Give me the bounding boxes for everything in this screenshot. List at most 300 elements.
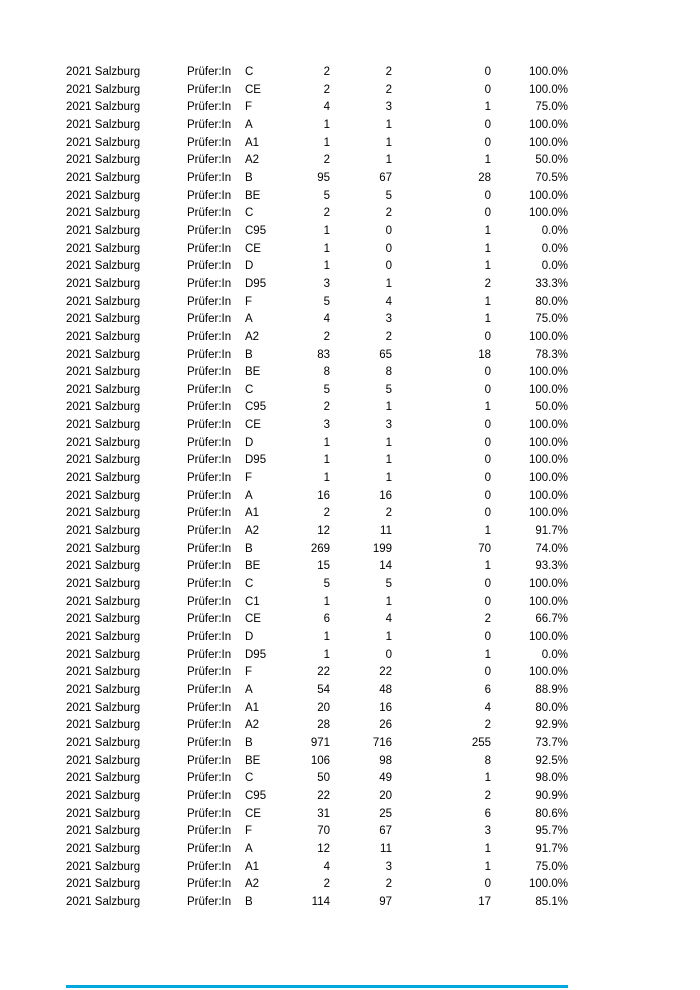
cell-pass-rate: 74.0% (535, 542, 568, 555)
table-row (66, 135, 568, 153)
cell-examiner-label: Prüfer:In (187, 525, 232, 538)
cell-total: 2 (323, 507, 330, 520)
cell-category: A (245, 683, 253, 696)
cell-category: B (245, 171, 253, 184)
cell-category: A (245, 489, 253, 502)
table-row (66, 717, 568, 735)
cell-year-location: 2021 Salzburg (66, 807, 141, 820)
cell-passed: 20 (379, 789, 392, 802)
cell-total: 3 (323, 277, 330, 290)
cell-pass-rate: 66.7% (535, 613, 568, 626)
table-row (66, 753, 568, 771)
cell-examiner-label: Prüfer:In (187, 313, 232, 326)
cell-total: 95 (317, 171, 330, 184)
cell-examiner-label: Prüfer:In (187, 419, 232, 432)
cell-year-location: 2021 Salzburg (66, 631, 141, 643)
cell-category: BE (245, 560, 261, 573)
cell-year-location: 2021 Salzburg (66, 313, 141, 326)
cell-pass-rate: 0.0% (541, 224, 568, 237)
cell-category: A2 (245, 330, 260, 343)
cell-category: B (245, 542, 253, 555)
cell-passed: 2 (385, 878, 392, 891)
cell-pass-rate: 91.7% (535, 525, 568, 538)
cell-category: C (245, 207, 254, 220)
cell-category: CE (245, 613, 261, 626)
cell-failed: 255 (471, 736, 491, 749)
table-row (66, 99, 568, 117)
cell-pass-rate: 100.0% (528, 189, 568, 202)
cell-examiner-label: Prüfer:In (187, 736, 232, 749)
cell-examiner-label: Prüfer:In (187, 807, 232, 820)
table-row (66, 541, 568, 559)
cell-category: CE (245, 83, 261, 96)
cell-total: 1 (323, 472, 330, 485)
cell-total: 1 (323, 224, 330, 237)
cell-category: A2 (245, 719, 260, 732)
cell-examiner-label: Prüfer:In (187, 101, 232, 114)
cell-failed: 0 (484, 507, 491, 520)
table-row (66, 417, 568, 435)
cell-passed: 3 (385, 313, 392, 326)
cell-year-location: 2021 Salzburg (66, 736, 141, 749)
table-row (66, 841, 568, 859)
cell-year-location: 2021 Salzburg (66, 719, 141, 732)
cell-year-location: 2021 Salzburg (66, 224, 141, 237)
cell-pass-rate: 91.7% (535, 842, 568, 855)
cell-examiner-label: Prüfer:In (187, 825, 232, 838)
cell-pass-rate: 80.0% (535, 701, 568, 714)
cell-pass-rate: 100.0% (528, 595, 568, 608)
cell-examiner-label: Prüfer:In (187, 401, 232, 414)
table-row (66, 382, 568, 400)
cell-category: BE (245, 189, 261, 202)
cell-failed: 0 (484, 118, 491, 131)
table-row (66, 876, 568, 894)
cell-examiner-label: Prüfer:In (187, 330, 232, 343)
cell-passed: 97 (379, 895, 392, 908)
cell-failed: 0 (484, 366, 491, 379)
cell-examiner-label: Prüfer:In (187, 595, 232, 608)
cell-pass-rate: 0.0% (541, 648, 568, 661)
cell-total: 1 (323, 260, 330, 273)
cell-category: D (245, 631, 254, 643)
cell-failed: 8 (484, 754, 491, 767)
table-row (66, 576, 568, 594)
table-row (66, 276, 568, 294)
cell-year-location: 2021 Salzburg (66, 171, 141, 184)
cell-passed: 5 (385, 578, 392, 591)
table-row (66, 788, 568, 806)
cell-examiner-label: Prüfer:In (187, 295, 232, 308)
cell-category: A (245, 842, 253, 855)
cell-failed: 1 (484, 101, 491, 114)
table-row (66, 188, 568, 206)
cell-pass-rate: 92.5% (535, 754, 568, 767)
cell-pass-rate: 100.0% (528, 666, 568, 679)
cell-category: B (245, 895, 253, 908)
cell-total: 50 (317, 772, 330, 785)
cell-failed: 1 (484, 401, 491, 414)
cell-pass-rate: 92.9% (535, 719, 568, 732)
cell-total: 4 (323, 101, 330, 114)
cell-passed: 11 (380, 842, 392, 855)
cell-failed: 1 (484, 154, 491, 167)
cell-year-location: 2021 Salzburg (66, 648, 141, 661)
cell-examiner-label: Prüfer:In (187, 454, 232, 467)
cell-failed: 0 (484, 383, 491, 396)
cell-year-location: 2021 Salzburg (66, 242, 141, 255)
cell-examiner-label: Prüfer:In (187, 472, 232, 485)
cell-year-location: 2021 Salzburg (66, 595, 141, 608)
cell-failed: 28 (478, 171, 491, 184)
cell-examiner-label: Prüfer:In (187, 507, 232, 520)
cell-total: 2 (323, 878, 330, 891)
cell-year-location: 2021 Salzburg (66, 401, 141, 414)
cell-failed: 70 (478, 542, 491, 555)
table-row (66, 452, 568, 470)
cell-year-location: 2021 Salzburg (66, 895, 141, 908)
cell-year-location: 2021 Salzburg (66, 383, 141, 396)
cell-year-location: 2021 Salzburg (66, 772, 141, 785)
cell-total: 5 (323, 295, 330, 308)
cell-examiner-label: Prüfer:In (187, 860, 232, 873)
cell-failed: 0 (484, 419, 491, 432)
cell-year-location: 2021 Salzburg (66, 366, 141, 379)
cell-year-location: 2021 Salzburg (66, 542, 141, 555)
table-row (66, 488, 568, 506)
cell-failed: 2 (484, 613, 491, 626)
cell-failed: 0 (484, 189, 491, 202)
cell-category: F (245, 825, 253, 838)
cell-failed: 1 (484, 224, 491, 237)
cell-examiner-label: Prüfer:In (187, 383, 232, 396)
cell-category: A1 (245, 136, 260, 149)
cell-category: A (245, 118, 253, 131)
cell-passed: 2 (385, 83, 392, 96)
cell-examiner-label: Prüfer:In (187, 772, 232, 785)
cell-total: 114 (311, 895, 330, 908)
table-row (66, 470, 568, 488)
cell-year-location: 2021 Salzburg (66, 348, 141, 361)
cell-passed: 1 (385, 118, 392, 131)
cell-total: 2 (323, 330, 330, 343)
cell-total: 2 (323, 154, 330, 167)
cell-category: A2 (245, 154, 260, 167)
cell-failed: 0 (484, 136, 491, 149)
cell-failed: 6 (484, 683, 491, 696)
cell-failed: 0 (484, 454, 491, 467)
cell-failed: 1 (484, 860, 491, 873)
cell-pass-rate: 80.0% (535, 295, 568, 308)
cell-total: 70 (317, 825, 330, 838)
cell-failed: 2 (484, 719, 491, 732)
cell-year-location: 2021 Salzburg (66, 66, 141, 78)
cell-category: A1 (245, 701, 260, 714)
cell-pass-rate: 73.7% (535, 736, 568, 749)
cell-examiner-label: Prüfer:In (187, 719, 232, 732)
cell-examiner-label: Prüfer:In (187, 242, 232, 255)
cell-year-location: 2021 Salzburg (66, 330, 141, 343)
cell-total: 20 (317, 701, 330, 714)
cell-category: C95 (245, 401, 267, 414)
cell-passed: 5 (385, 189, 392, 202)
cell-passed: 11 (380, 525, 392, 538)
cell-failed: 0 (484, 631, 491, 643)
cell-pass-rate: 95.7% (535, 825, 568, 838)
cell-year-location: 2021 Salzburg (66, 472, 141, 485)
table-row (66, 435, 568, 453)
cell-failed: 0 (484, 83, 491, 96)
cell-pass-rate: 100.0% (528, 383, 568, 396)
cell-pass-rate: 50.0% (535, 401, 568, 414)
table-row (66, 170, 568, 188)
cell-examiner-label: Prüfer:In (187, 66, 232, 78)
cell-year-location: 2021 Salzburg (66, 436, 141, 449)
cell-total: 2 (323, 401, 330, 414)
cell-pass-rate: 100.0% (528, 207, 568, 220)
table-row (66, 823, 568, 841)
cell-pass-rate: 100.0% (528, 136, 568, 149)
cell-year-location: 2021 Salzburg (66, 260, 141, 273)
cell-pass-rate: 88.9% (535, 683, 568, 696)
cell-failed: 0 (484, 578, 491, 591)
cell-pass-rate: 100.0% (528, 66, 568, 78)
table-row (66, 505, 568, 523)
table-row (66, 700, 568, 718)
table-row (66, 152, 568, 170)
cell-failed: 4 (484, 701, 491, 714)
cell-year-location: 2021 Salzburg (66, 825, 141, 838)
cell-examiner-label: Prüfer:In (187, 224, 232, 237)
cell-examiner-label: Prüfer:In (187, 701, 232, 714)
cell-examiner-label: Prüfer:In (187, 683, 232, 696)
cell-category: C (245, 383, 254, 396)
cell-category: C95 (245, 224, 267, 237)
table-row (66, 64, 568, 82)
cell-category: D95 (245, 277, 267, 290)
table-row (66, 806, 568, 824)
cell-year-location: 2021 Salzburg (66, 454, 141, 467)
cell-year-location: 2021 Salzburg (66, 683, 141, 696)
table-row (66, 117, 568, 135)
cell-examiner-label: Prüfer:In (187, 754, 232, 767)
cell-year-location: 2021 Salzburg (66, 101, 141, 114)
cell-pass-rate: 100.0% (528, 631, 568, 643)
cell-passed: 48 (379, 683, 392, 696)
cell-passed: 4 (385, 613, 392, 626)
cell-total: 1 (323, 136, 330, 149)
cell-passed: 2 (385, 507, 392, 520)
cell-pass-rate: 50.0% (535, 154, 568, 167)
cell-total: 1 (323, 631, 330, 643)
cell-pass-rate: 100.0% (528, 118, 568, 131)
cell-failed: 1 (484, 560, 491, 573)
cell-total: 1 (323, 118, 330, 131)
cell-passed: 3 (385, 419, 392, 432)
cell-failed: 0 (484, 436, 491, 449)
cell-examiner-label: Prüfer:In (187, 895, 232, 908)
cell-pass-rate: 100.0% (528, 507, 568, 520)
cell-examiner-label: Prüfer:In (187, 648, 232, 661)
cell-failed: 1 (484, 260, 491, 273)
cell-year-location: 2021 Salzburg (66, 154, 141, 167)
cell-total: 28 (317, 719, 330, 732)
cell-total: 971 (310, 736, 330, 749)
cell-year-location: 2021 Salzburg (66, 525, 141, 538)
results-table (66, 64, 568, 912)
cell-pass-rate: 90.9% (535, 789, 568, 802)
cell-total: 15 (317, 560, 330, 573)
cell-total: 5 (323, 189, 330, 202)
cell-total: 83 (317, 348, 330, 361)
cell-category: CE (245, 419, 261, 432)
cell-passed: 1 (385, 472, 392, 485)
cell-failed: 1 (484, 525, 491, 538)
cell-category: B (245, 736, 253, 749)
cell-passed: 1 (385, 595, 392, 608)
cell-failed: 0 (484, 878, 491, 891)
cell-year-location: 2021 Salzburg (66, 701, 141, 714)
cell-passed: 1 (385, 401, 392, 414)
cell-passed: 8 (385, 366, 392, 379)
cell-passed: 26 (379, 719, 392, 732)
cell-failed: 0 (484, 472, 491, 485)
cell-total: 54 (317, 683, 330, 696)
cell-category: F (245, 472, 253, 485)
cell-passed: 0 (385, 224, 392, 237)
cell-year-location: 2021 Salzburg (66, 295, 141, 308)
cell-examiner-label: Prüfer:In (187, 83, 232, 96)
cell-pass-rate: 0.0% (541, 242, 568, 255)
cell-year-location: 2021 Salzburg (66, 789, 141, 802)
cell-pass-rate: 100.0% (528, 419, 568, 432)
cell-year-location: 2021 Salzburg (66, 489, 141, 502)
cell-passed: 1 (385, 454, 392, 467)
cell-passed: 1 (385, 436, 392, 449)
cell-pass-rate: 100.0% (528, 472, 568, 485)
cell-total: 5 (323, 383, 330, 396)
cell-failed: 0 (484, 595, 491, 608)
cell-total: 12 (317, 842, 330, 855)
cell-year-location: 2021 Salzburg (66, 560, 141, 573)
cell-category: D95 (245, 648, 267, 661)
cell-total: 4 (323, 860, 330, 873)
cell-total: 16 (317, 489, 330, 502)
cell-passed: 65 (379, 348, 392, 361)
table-row (66, 82, 568, 100)
cell-passed: 49 (379, 772, 392, 785)
cell-examiner-label: Prüfer:In (187, 171, 232, 184)
cell-passed: 2 (385, 330, 392, 343)
cell-examiner-label: Prüfer:In (187, 260, 232, 273)
cell-category: C (245, 578, 254, 591)
cell-passed: 199 (372, 542, 392, 555)
cell-passed: 0 (385, 260, 392, 273)
table-row (66, 770, 568, 788)
cell-passed: 1 (385, 277, 392, 290)
cell-category: B (245, 348, 253, 361)
cell-failed: 1 (484, 648, 491, 661)
cell-failed: 0 (484, 207, 491, 220)
cell-pass-rate: 85.1% (535, 895, 568, 908)
cell-failed: 0 (484, 330, 491, 343)
cell-total: 4 (323, 313, 330, 326)
cell-year-location: 2021 Salzburg (66, 666, 141, 679)
table-row (66, 664, 568, 682)
cell-category: C (245, 66, 254, 78)
cell-year-location: 2021 Salzburg (66, 878, 141, 891)
cell-year-location: 2021 Salzburg (66, 860, 141, 873)
cell-category: A2 (245, 525, 260, 538)
page-break-line (66, 985, 568, 988)
cell-pass-rate: 75.0% (535, 101, 568, 114)
cell-pass-rate: 100.0% (528, 83, 568, 96)
cell-pass-rate: 100.0% (528, 330, 568, 343)
cell-passed: 716 (372, 736, 392, 749)
cell-passed: 3 (385, 860, 392, 873)
cell-total: 2 (323, 207, 330, 220)
cell-total: 1 (323, 648, 330, 661)
cell-passed: 1 (385, 154, 392, 167)
cell-failed: 1 (484, 313, 491, 326)
cell-category: CE (245, 807, 261, 820)
cell-passed: 0 (385, 648, 392, 661)
table-row (66, 735, 568, 753)
cell-year-location: 2021 Salzburg (66, 613, 141, 626)
table-row (66, 223, 568, 241)
cell-category: C95 (245, 789, 267, 802)
cell-pass-rate: 100.0% (528, 454, 568, 467)
table-row (66, 258, 568, 276)
cell-failed: 2 (484, 789, 491, 802)
cell-passed: 1 (385, 136, 392, 149)
cell-category: CE (245, 242, 261, 255)
cell-passed: 67 (379, 825, 392, 838)
cell-pass-rate: 75.0% (535, 313, 568, 326)
table-row (66, 894, 568, 912)
cell-pass-rate: 98.0% (535, 772, 568, 785)
cell-category: A1 (245, 860, 260, 873)
cell-passed: 1 (385, 631, 392, 643)
cell-category: A (245, 313, 253, 326)
cell-category: F (245, 101, 253, 114)
cell-examiner-label: Prüfer:In (187, 631, 232, 643)
cell-examiner-label: Prüfer:In (187, 489, 232, 502)
cell-year-location: 2021 Salzburg (66, 277, 141, 290)
cell-year-location: 2021 Salzburg (66, 578, 141, 591)
cell-total: 1 (323, 454, 330, 467)
table-row (66, 523, 568, 541)
table-row (66, 399, 568, 417)
cell-passed: 3 (385, 101, 392, 114)
table-row (66, 629, 568, 647)
cell-examiner-label: Prüfer:In (187, 118, 232, 131)
cell-failed: 3 (484, 825, 491, 838)
cell-passed: 5 (385, 383, 392, 396)
cell-total: 5 (323, 578, 330, 591)
cell-examiner-label: Prüfer:In (187, 542, 232, 555)
cell-failed: 1 (484, 842, 491, 855)
cell-category: D (245, 260, 254, 273)
cell-pass-rate: 0.0% (541, 260, 568, 273)
cell-category: F (245, 666, 253, 679)
cell-failed: 0 (484, 66, 491, 78)
cell-pass-rate: 75.0% (535, 860, 568, 873)
table-row (66, 682, 568, 700)
cell-passed: 67 (379, 171, 392, 184)
cell-examiner-label: Prüfer:In (187, 277, 232, 290)
cell-total: 2 (323, 66, 330, 78)
